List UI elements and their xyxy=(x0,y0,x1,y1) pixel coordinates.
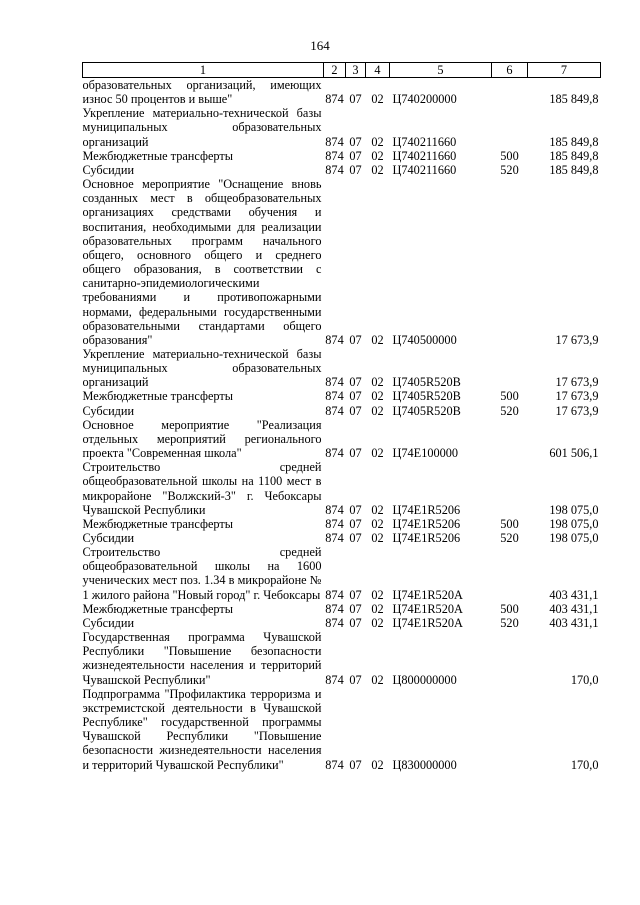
row-expense-type: 520 xyxy=(500,531,519,545)
row-subsection-code: 02 xyxy=(371,403,384,418)
row-grbs-code: 874 xyxy=(325,516,344,531)
row-amount: 170,0 xyxy=(570,672,599,687)
row-subsection-code: 02 xyxy=(371,601,384,616)
row-target-article: Ц7405R520B xyxy=(392,375,461,390)
row-name: образовательных организаций, имеющих износ 50 процентов и выше" xyxy=(82,78,322,107)
row-grbs-code: 874 xyxy=(325,92,344,107)
row-target-article: Ц74E1R5206 xyxy=(392,516,461,531)
row-section-code: 07 xyxy=(349,601,362,616)
table-row xyxy=(83,531,601,545)
header-col-5: 5 xyxy=(390,63,492,78)
row-expense-type xyxy=(492,418,528,460)
row-subsection-code: 02 xyxy=(371,148,384,163)
row-expense-type xyxy=(492,630,528,687)
row-subsection-code: 02 xyxy=(371,757,384,772)
row-grbs-code: 874 xyxy=(325,757,344,772)
row-section-code: 07 xyxy=(349,92,362,107)
row-section-code: 07 xyxy=(349,757,362,772)
row-amount: 185 849,8 xyxy=(549,162,599,177)
table-row xyxy=(83,545,601,602)
row-target-article: Ц800000000 xyxy=(392,672,457,687)
row-section-code: 07 xyxy=(349,162,362,177)
row-grbs-code: 874 xyxy=(325,615,344,630)
header-col-3: 3 xyxy=(346,63,366,78)
row-subsection-code: 02 xyxy=(371,615,384,630)
row-name: Строительство средней общеобразовательной школы на 1100 мест в микрорайоне "Волжский-3" г. Чебоксары Чувашской Республики xyxy=(82,460,322,517)
row-subsection-code: 02 xyxy=(371,672,384,687)
row-amount: 198 075,0 xyxy=(549,516,599,531)
row-section-code: 07 xyxy=(349,389,362,404)
row-name: Субсидии xyxy=(82,531,135,545)
row-section-code: 07 xyxy=(349,615,362,630)
row-expense-type xyxy=(492,460,528,517)
row-target-article: Ц740211660 xyxy=(392,134,457,149)
row-target-article: Ц740500000 xyxy=(392,332,457,347)
table-row xyxy=(83,163,601,177)
row-amount: 185 849,8 xyxy=(549,134,599,149)
row-amount: 17 673,9 xyxy=(555,389,599,404)
row-grbs-code: 874 xyxy=(325,672,344,687)
table-row xyxy=(83,389,601,403)
row-section-code: 07 xyxy=(349,375,362,390)
table-row xyxy=(83,630,601,687)
row-amount: 17 673,9 xyxy=(555,332,599,347)
row-target-article: Ц74E100000 xyxy=(392,446,459,461)
row-name: Укрепление материально-технической базы муниципальных образовательных организаций xyxy=(82,346,322,390)
table-row xyxy=(83,149,601,163)
row-section-code: 07 xyxy=(349,148,362,163)
row-name: Межбюджетные трансферты xyxy=(82,389,234,404)
row-grbs-code: 874 xyxy=(325,587,344,602)
row-target-article: Ц740200000 xyxy=(392,92,457,107)
row-amount: 185 849,8 xyxy=(549,148,599,163)
table-row xyxy=(83,347,601,389)
row-amount: 403 431,1 xyxy=(549,601,599,616)
row-name: Межбюджетные трансферты xyxy=(82,516,234,531)
row-amount: 17 673,9 xyxy=(555,403,599,418)
row-expense-type xyxy=(492,545,528,602)
table-row xyxy=(83,404,601,418)
row-subsection-code: 02 xyxy=(371,134,384,149)
row-name: Субсидии xyxy=(82,162,135,177)
row-subsection-code: 02 xyxy=(371,446,384,461)
row-name: Укрепление материально-технической базы муниципальных образовательных организаций xyxy=(82,106,322,149)
row-target-article: Ц740211660 xyxy=(392,148,457,163)
header-col-2: 2 xyxy=(324,63,346,78)
row-grbs-code: 874 xyxy=(325,375,344,390)
row-amount: 170,0 xyxy=(570,757,599,772)
header-col-4: 4 xyxy=(366,63,390,78)
row-target-article: Ц74E1R5206 xyxy=(392,531,461,545)
row-subsection-code: 02 xyxy=(371,389,384,404)
table-row xyxy=(83,602,601,616)
row-name: Подпрограмма "Профилактика терроризма и экстремистской деятельности в Чувашской Республике" государственной программы Чувашской Республики "Повышение безопасности жизнедеятельности населения и территорий Чувашской Республики" xyxy=(82,686,322,772)
row-amount: 601 506,1 xyxy=(549,446,599,461)
row-name: Государственная программа Чувашской Республики "Повышение безопасности жизнедеятельности населения и территорий Чувашской Республики" xyxy=(82,630,322,687)
row-name: Межбюджетные трансферты xyxy=(82,148,234,163)
table-row xyxy=(83,418,601,460)
row-expense-type: 500 xyxy=(500,516,519,531)
row-section-code: 07 xyxy=(349,587,362,602)
row-subsection-code: 02 xyxy=(371,375,384,390)
row-grbs-code: 874 xyxy=(325,502,344,517)
row-expense-type xyxy=(492,687,528,772)
row-grbs-code: 874 xyxy=(325,403,344,418)
header-col-1: 1 xyxy=(83,63,324,78)
budget-table xyxy=(82,62,601,772)
row-subsection-code: 02 xyxy=(371,92,384,107)
row-amount: 403 431,1 xyxy=(549,615,599,630)
row-section-code: 07 xyxy=(349,502,362,517)
table-row xyxy=(83,78,601,107)
row-grbs-code: 874 xyxy=(325,446,344,461)
row-target-article: Ц7405R520B xyxy=(392,403,461,418)
row-target-article: Ц830000000 xyxy=(392,757,457,772)
row-subsection-code: 02 xyxy=(371,587,384,602)
row-expense-type: 500 xyxy=(500,148,519,163)
header-col-6: 6 xyxy=(492,63,528,78)
row-amount: 198 075,0 xyxy=(549,531,599,545)
row-amount: 198 075,0 xyxy=(549,502,599,517)
table-row xyxy=(83,517,601,531)
row-section-code: 07 xyxy=(349,531,362,545)
row-expense-type: 500 xyxy=(500,389,519,404)
row-grbs-code: 874 xyxy=(325,531,344,545)
row-name: Субсидии xyxy=(82,615,135,630)
row-name: Межбюджетные трансферты xyxy=(82,601,234,616)
row-target-article: Ц74E1R520A xyxy=(392,615,463,630)
row-expense-type: 500 xyxy=(500,601,519,616)
budget-table-sheet xyxy=(82,62,600,772)
table-body xyxy=(83,78,601,772)
row-subsection-code: 02 xyxy=(371,516,384,531)
row-name: Основное мероприятие "Реализация отдельных мероприятий регионального проекта "Современная школа" xyxy=(82,417,322,461)
row-name: Субсидии xyxy=(82,403,135,418)
table-row xyxy=(83,177,601,347)
row-section-code: 07 xyxy=(349,134,362,149)
row-grbs-code: 874 xyxy=(325,162,344,177)
row-target-article: Ц740211660 xyxy=(392,162,457,177)
row-expense-type xyxy=(492,177,528,347)
row-grbs-code: 874 xyxy=(325,134,344,149)
row-grbs-code: 874 xyxy=(325,601,344,616)
page-number: 164 xyxy=(310,38,330,53)
table-row xyxy=(83,106,601,148)
row-section-code: 07 xyxy=(349,403,362,418)
row-section-code: 07 xyxy=(349,446,362,461)
table-row xyxy=(83,460,601,517)
row-target-article: Ц74E1R520A xyxy=(392,587,463,602)
row-grbs-code: 874 xyxy=(325,389,344,404)
row-amount: 17 673,9 xyxy=(555,375,599,390)
row-amount: 403 431,1 xyxy=(549,587,599,602)
row-expense-type: 520 xyxy=(500,403,519,418)
row-subsection-code: 02 xyxy=(371,162,384,177)
row-subsection-code: 02 xyxy=(371,332,384,347)
row-section-code: 07 xyxy=(349,516,362,531)
row-name: Основное мероприятие "Оснащение вновь созданных мест в общеобразовательных организациях средствами обучения и воспитания, необходимыми для реализации образовательных программ начального общего, основного общего и среднего общего образования, в соответствии с санитарно-эпидемиологическими требованиями и противопожарными нормами, федеральными государственными образовательными стандартами общего образования" xyxy=(82,177,322,347)
row-subsection-code: 02 xyxy=(371,502,384,517)
table-header-row xyxy=(83,63,601,78)
row-amount: 185 849,8 xyxy=(549,92,599,107)
row-target-article: Ц7405R520B xyxy=(392,389,461,404)
row-expense-type: 520 xyxy=(500,162,519,177)
row-expense-type xyxy=(492,106,528,148)
row-expense-type xyxy=(492,347,528,389)
table-row xyxy=(83,616,601,630)
row-subsection-code: 02 xyxy=(371,531,384,545)
header-col-7: 7 xyxy=(528,63,601,78)
row-name: Строительство средней общеобразовательной школы на 1600 ученических мест поз. 1.34 в микрорайоне № 1 жилого района "Новый город" г. Чебоксары xyxy=(82,545,322,602)
row-target-article: Ц74E1R520A xyxy=(392,601,463,616)
row-target-article: Ц74E1R5206 xyxy=(392,502,461,517)
row-expense-type xyxy=(492,78,528,107)
row-section-code: 07 xyxy=(349,672,362,687)
row-section-code: 07 xyxy=(349,332,362,347)
table-row xyxy=(83,687,601,772)
row-expense-type: 520 xyxy=(500,615,519,630)
row-grbs-code: 874 xyxy=(325,332,344,347)
row-grbs-code: 874 xyxy=(325,148,344,163)
